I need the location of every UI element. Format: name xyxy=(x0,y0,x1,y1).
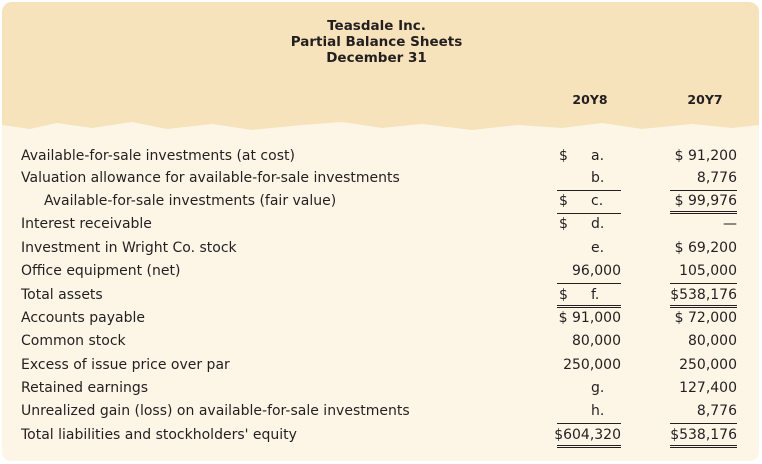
cell-20y8: 80,000 xyxy=(572,333,621,349)
cell-20y8: $ c. xyxy=(557,190,621,214)
cell-20y7: $ 72,000 xyxy=(674,310,737,326)
table-row xyxy=(2,284,759,307)
cell-20y8: h. xyxy=(557,400,621,424)
row-label: Total liabilities and stockholders' equity xyxy=(21,427,297,443)
row-label: Accounts payable xyxy=(21,310,145,326)
row-label: Common stock xyxy=(21,333,126,349)
cell-20y8: $ 91,000 xyxy=(558,310,621,326)
table-row xyxy=(2,167,759,190)
table-row xyxy=(2,145,759,168)
row-label: Office equipment (net) xyxy=(21,263,181,279)
cell-20y8: g. xyxy=(591,380,605,396)
cell-20y7: 80,000 xyxy=(688,333,737,349)
row-label: Interest receivable xyxy=(21,216,152,232)
cell-20y7: 8,776 xyxy=(670,167,737,191)
cell-20y8: $ a. xyxy=(559,148,605,164)
table-row xyxy=(2,424,759,447)
cell-20y8: b. xyxy=(557,167,621,191)
cell-20y7: 127,400 xyxy=(679,380,737,396)
row-label: Available-for-sale investments (at cost) xyxy=(21,148,295,164)
statement-title: Partial Balance Sheets xyxy=(290,34,463,50)
cell-20y8: 96,000 xyxy=(557,260,621,284)
row-label: Investment in Wright Co. stock xyxy=(21,240,237,256)
balance-sheet-panel xyxy=(2,2,759,461)
row-label: Unrealized gain (loss) on available-for-sale investments xyxy=(21,403,410,419)
cell-20y8: $ d. xyxy=(559,216,605,232)
cell-20y7: $ 99,976 xyxy=(670,190,737,214)
statement-date: December 31 xyxy=(326,50,427,66)
cell-20y7: $538,176 xyxy=(670,284,737,308)
row-label: Total assets xyxy=(21,287,103,303)
row-label: Retained earnings xyxy=(21,380,149,396)
table-row xyxy=(2,354,759,377)
row-label: Available-for-sale investments (fair value) xyxy=(44,193,337,209)
balance-sheet-table xyxy=(2,143,759,461)
cell-20y7: $ 69,200 xyxy=(674,240,737,256)
cell-20y7: 250,000 xyxy=(679,357,737,373)
table-row xyxy=(2,307,759,330)
table-row xyxy=(2,190,759,213)
row-label: Excess of issue price over par xyxy=(21,357,230,373)
table-row xyxy=(2,400,759,423)
cell-20y7: — xyxy=(723,216,737,232)
table-row xyxy=(2,260,759,283)
column-header-20y8: 20Y8 xyxy=(572,92,608,107)
cell-20y7: $538,176 xyxy=(670,424,737,448)
cell-20y8: $604,320 xyxy=(557,424,621,448)
cell-20y8: e. xyxy=(591,240,605,256)
table-row xyxy=(2,330,759,353)
cell-20y8: $ f. xyxy=(557,284,621,308)
statement-heading xyxy=(2,18,759,66)
table-row xyxy=(2,213,759,236)
cell-20y8: 250,000 xyxy=(563,357,621,373)
row-label: Valuation allowance for available-for-sale investments xyxy=(21,170,400,186)
company-name: Teasdale Inc. xyxy=(327,18,426,34)
cell-20y7: 8,776 xyxy=(670,400,737,424)
cell-20y7: $ 91,200 xyxy=(674,148,737,164)
table-row xyxy=(2,377,759,400)
cell-20y7: 105,000 xyxy=(670,260,737,284)
table-row xyxy=(2,237,759,260)
column-header-20y7: 20Y7 xyxy=(687,92,723,107)
